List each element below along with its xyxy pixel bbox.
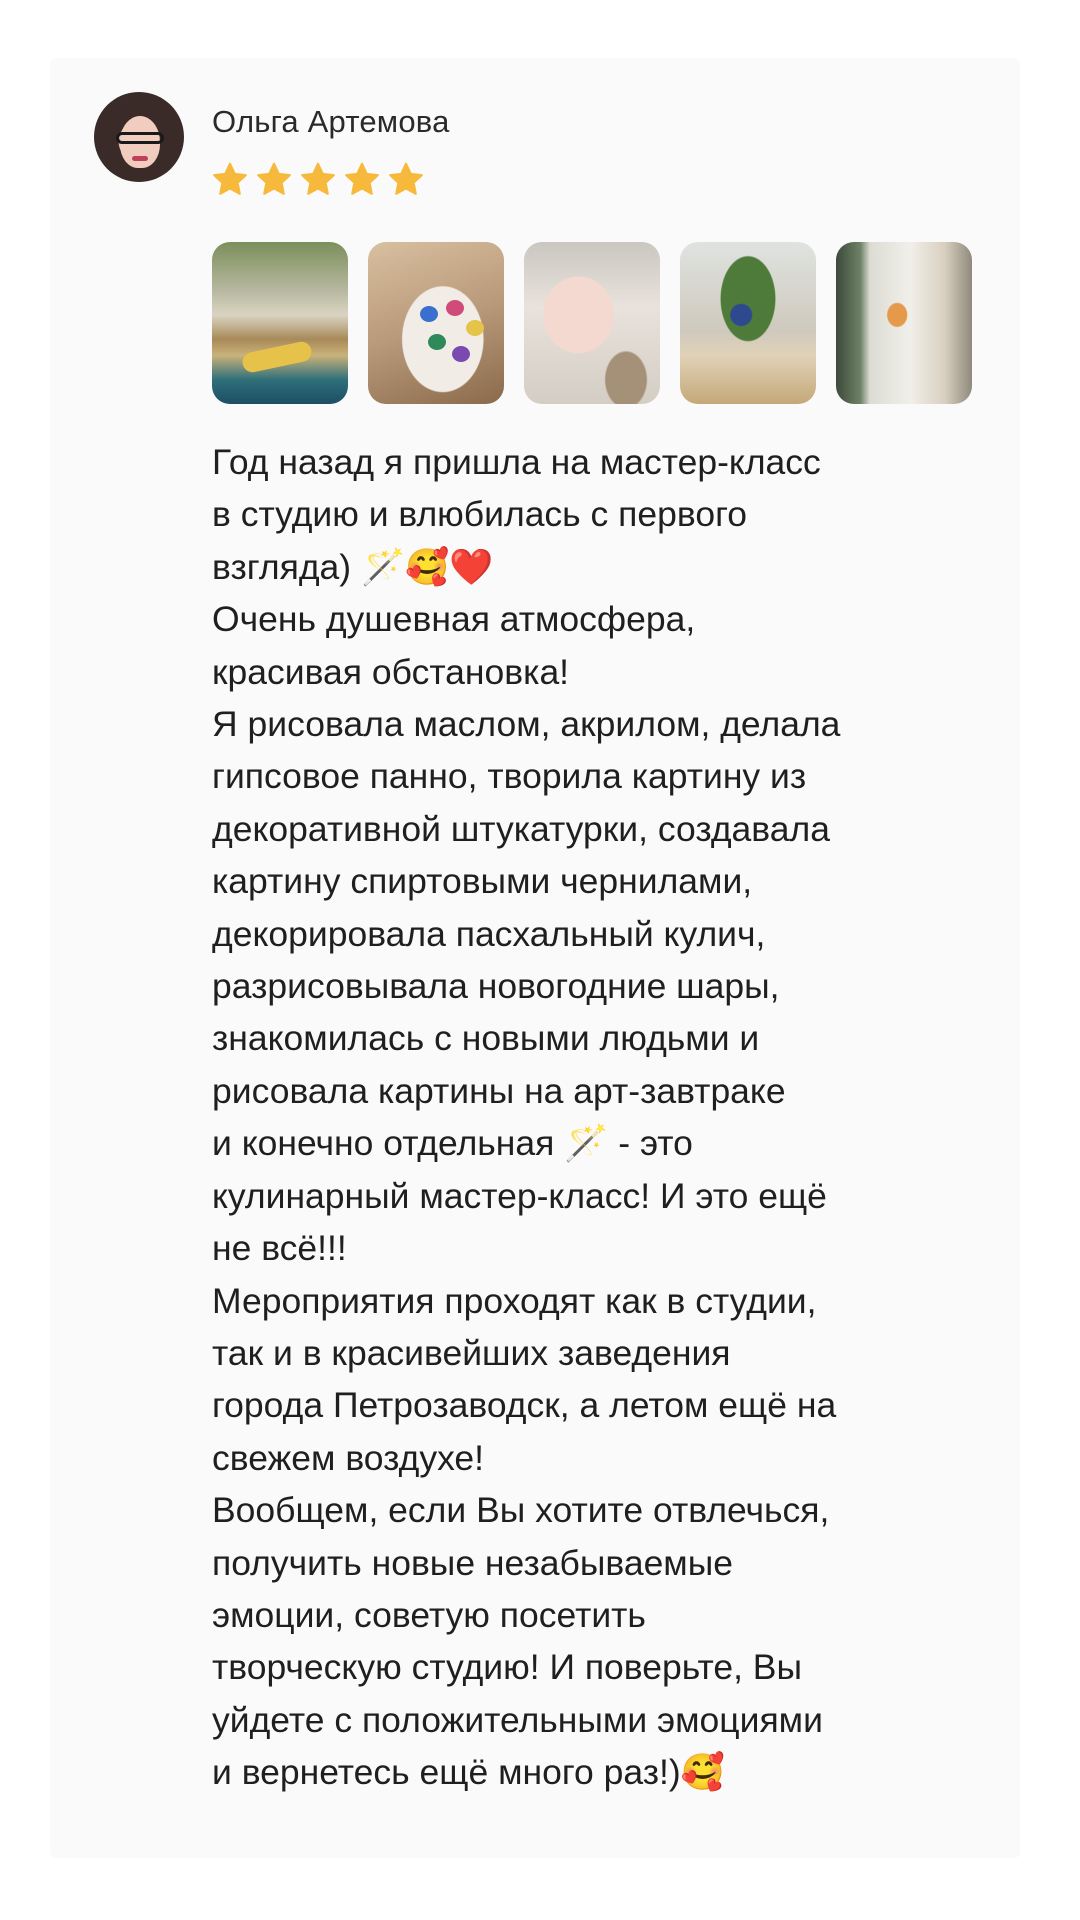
reviewer-name[interactable]: Ольга Артемова <box>212 104 450 139</box>
paint-dot <box>428 334 446 350</box>
photo-thumbnail-table-setting[interactable] <box>524 242 660 404</box>
paint-dot <box>452 346 470 362</box>
review-photos <box>212 242 972 404</box>
photo-thumbnail-flower-vase[interactable] <box>680 242 816 404</box>
photo-thumbnail-paint-palette[interactable] <box>368 242 504 404</box>
photo-thumbnail-studio-person[interactable] <box>836 242 972 404</box>
star-icon <box>210 160 250 200</box>
avatar-lips <box>132 156 148 161</box>
photo-thumbnail-art-table[interactable] <box>212 242 348 404</box>
review-text: Год назад я пришла на мастер-класс в студию и влюбилась с первого взгляда) 🪄🥰❤️ Очень душевная атмосфера, красивая обстановка! Я рисовала маслом, акрилом, делала гипсовое панно, творила картину из декоративной штукатурки, создавала картину спиртовыми чернилами, декорировала пасхальный кулич, разрисовывала новогодние шары, знакомилась с новыми людьми и рисовала картины на арт-завтраке и конечно отдельная 🪄 - это кулинарный мастер-класс! И это ещё не всё!!! Мероприятия проходят как в студии, так и в красивейших заведения города Петрозаводск, а летом ещё на свежем воздухе! Вообщем, если Вы хотите отвлечься, получить новые незабываемые эмоции, советую посетить творческую студию! И поверьте, Вы уйдете с положительными эмоциями и вернетесь ещё много раз!)🥰 <box>212 442 841 1793</box>
star-icon <box>298 160 338 200</box>
paint-dot <box>446 300 464 316</box>
avatar-glasses <box>116 132 164 144</box>
star-icon <box>386 160 426 200</box>
reviewer-avatar[interactable] <box>94 92 184 182</box>
paint-dot <box>420 306 438 322</box>
star-icon <box>342 160 382 200</box>
star-icon <box>254 160 294 200</box>
rating-stars <box>210 160 426 200</box>
paint-dot <box>466 320 484 336</box>
